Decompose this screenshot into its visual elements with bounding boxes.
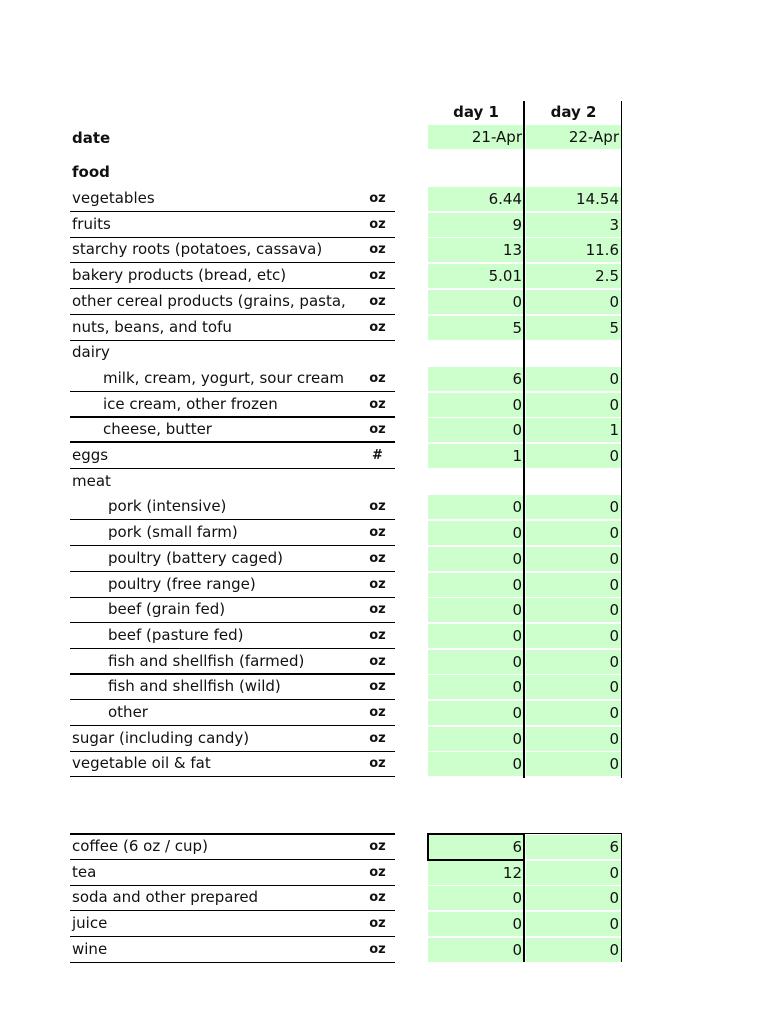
unit-label: oz — [369, 705, 386, 720]
unit-label: oz — [369, 268, 386, 284]
day1-cell[interactable]: 0 — [428, 573, 524, 597]
day1-cell[interactable]: 12 — [428, 861, 524, 885]
day2-cell[interactable]: 1 — [526, 418, 621, 442]
day1-cell[interactable]: 5.01 — [428, 264, 524, 288]
food-row-label: starchy roots (potatoes, cassava) — [70, 237, 395, 263]
day2-cell[interactable]: 0 — [526, 367, 621, 391]
unit-label: oz — [369, 422, 386, 438]
day2-cell[interactable]: 0 — [526, 752, 621, 776]
day1-cell[interactable]: 0 — [428, 495, 524, 519]
dairy-section-label: dairy — [72, 343, 110, 362]
day2-cell[interactable]: 0 — [526, 701, 621, 725]
day1-cell[interactable]: 1 — [428, 444, 524, 468]
unit-label: oz — [369, 293, 386, 309]
food-section-label: food — [72, 163, 110, 181]
day2-cell[interactable]: 0 — [526, 521, 621, 545]
drink-row-label: tea — [70, 860, 395, 886]
day1-cell[interactable]: 0 — [428, 393, 524, 417]
dairy-row-label: cheese, butter — [70, 417, 395, 443]
unit-label: oz — [369, 550, 386, 566]
meat-row-label: other — [70, 700, 395, 726]
day2-cell[interactable]: 0 — [526, 650, 621, 674]
drink-row-label: soda and other prepared — [70, 885, 395, 911]
food-row-label: bakery products (bread, etc) — [70, 263, 395, 289]
other-food-row-label: sugar (including candy) — [70, 726, 395, 752]
day1-cell[interactable]: 0 — [428, 598, 524, 622]
unit-label: oz — [369, 396, 386, 412]
day1-cell[interactable]: 0 — [428, 290, 524, 314]
unit-label: oz — [369, 242, 386, 258]
unit-label: oz — [369, 602, 386, 618]
unit-label: # — [372, 448, 383, 463]
meat-row-label: poultry (free range) — [70, 572, 395, 598]
meat-row-label: beef (grain fed) — [70, 597, 395, 623]
right-border-top — [621, 101, 622, 778]
day1-cell[interactable]: 0 — [428, 624, 524, 648]
day2-cell[interactable]: 0 — [526, 290, 621, 314]
dairy-row-label: milk, cream, yogurt, sour cream — [70, 366, 395, 392]
column-divider-top — [523, 101, 525, 778]
day2-cell[interactable]: 14.54 — [526, 187, 621, 211]
unit-label: oz — [369, 756, 386, 772]
day1-cell[interactable]: 0 — [428, 701, 524, 725]
day1-cell[interactable]: 0 — [428, 912, 524, 936]
food-row-label: fruits — [70, 212, 395, 238]
day2-cell[interactable]: 0 — [526, 393, 621, 417]
food-row-label: vegetables — [70, 186, 395, 212]
drink-row-label: juice — [70, 911, 395, 937]
drink-row-label: coffee (6 oz / cup) — [70, 834, 395, 860]
day1-cell[interactable]: 9 — [428, 213, 524, 237]
selected-cell-bottom-border — [427, 859, 524, 861]
day1-cell[interactable]: 6 — [428, 367, 524, 391]
food-row-label: other cereal products (grains, pasta, — [70, 289, 395, 315]
day1-cell[interactable]: 0 — [428, 938, 524, 962]
unit-label: oz — [369, 916, 386, 932]
day1-cell[interactable]: 0 — [428, 675, 524, 699]
day2-cell[interactable]: 0 — [526, 598, 621, 622]
day1-header: day 1 — [453, 103, 499, 121]
day1-cell[interactable]: 0 — [428, 752, 524, 776]
day1-cell[interactable]: 6.44 — [428, 187, 524, 211]
unit-label: oz — [369, 941, 386, 957]
meat-row-label: pork (intensive) — [70, 494, 395, 520]
meat-section-label: meat — [72, 471, 111, 490]
unit-label: oz — [369, 576, 386, 592]
day1-cell[interactable]: 5 — [428, 316, 524, 340]
day2-cell[interactable]: 5 — [526, 316, 621, 340]
eggs-row-label: eggs — [70, 443, 395, 469]
meat-row-label: fish and shellfish (farmed) — [70, 649, 395, 675]
drinks-top-border — [524, 833, 622, 834]
unit-label: oz — [369, 864, 386, 880]
day2-cell[interactable]: 0 — [526, 444, 621, 468]
meat-row-label: fish and shellfish (wild) — [70, 674, 395, 700]
day1-cell[interactable]: 0 — [428, 547, 524, 571]
selected-cell-left-border — [427, 834, 429, 860]
day1-cell[interactable]: 0 — [428, 886, 524, 910]
day2-header: day 2 — [550, 103, 597, 121]
unit-label: oz — [369, 730, 386, 746]
drink-row-label: wine — [70, 937, 395, 963]
day2-cell[interactable]: 2.5 — [526, 264, 621, 288]
day1-cell[interactable]: 0 — [428, 650, 524, 674]
day2-cell[interactable]: 0 — [526, 675, 621, 699]
day2-cell[interactable]: 0 — [526, 912, 621, 936]
selected-cell-top-border — [427, 833, 524, 835]
date-day2-cell[interactable]: 22-Apr — [526, 125, 621, 149]
other-food-row-label: vegetable oil & fat — [70, 751, 395, 777]
unit-label: oz — [369, 525, 386, 541]
unit-label: oz — [369, 370, 386, 386]
unit-label: oz — [369, 839, 386, 854]
day1-cell[interactable]: 0 — [428, 521, 524, 545]
meat-row-label: poultry (battery caged) — [70, 546, 395, 572]
unit-label: oz — [369, 679, 386, 695]
day1-cell[interactable]: 6 — [428, 835, 524, 859]
day2-cell[interactable]: 0 — [526, 573, 621, 597]
food-row-label: nuts, beans, and tofu — [70, 315, 395, 341]
date-label: date — [72, 129, 111, 147]
dairy-row-label: ice cream, other frozen — [70, 392, 395, 418]
day2-cell[interactable]: 0 — [526, 547, 621, 571]
unit-label: oz — [369, 627, 386, 643]
day2-cell[interactable]: 0 — [526, 861, 621, 885]
day1-cell[interactable]: 13 — [428, 238, 524, 262]
day2-cell[interactable]: 0 — [526, 624, 621, 648]
unit-label: oz — [369, 319, 386, 335]
date-day1-cell[interactable]: 21-Apr — [428, 125, 524, 149]
unit-label: oz — [369, 499, 386, 515]
unit-label: oz — [369, 890, 386, 906]
day2-cell[interactable]: 6 — [526, 835, 621, 859]
right-border-bottom — [621, 834, 622, 962]
day2-cell[interactable]: 3 — [526, 213, 621, 237]
day2-cell[interactable]: 11.6 — [526, 238, 621, 262]
day2-cell[interactable]: 0 — [526, 938, 621, 962]
day2-cell[interactable]: 0 — [526, 495, 621, 519]
unit-label: oz — [369, 216, 386, 232]
unit-label: oz — [369, 653, 386, 669]
day2-cell[interactable]: 0 — [526, 727, 621, 751]
column-divider-bottom — [523, 834, 525, 962]
meat-row-label: pork (small farm) — [70, 520, 395, 546]
day1-cell[interactable]: 0 — [428, 727, 524, 751]
unit-label: oz — [369, 191, 386, 206]
meat-row-label: beef (pasture fed) — [70, 623, 395, 649]
day2-cell[interactable]: 0 — [526, 886, 621, 910]
day1-cell[interactable]: 0 — [428, 418, 524, 442]
